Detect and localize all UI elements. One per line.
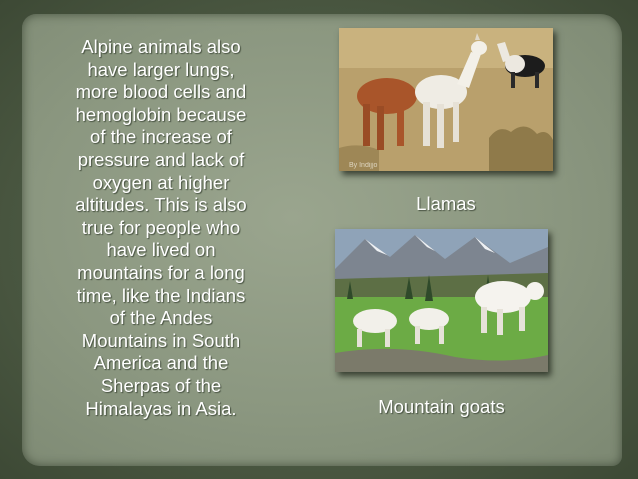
- llama-watermark: By Indijjo: [349, 162, 378, 169]
- mountain-goat-caption: Mountain goats: [378, 396, 505, 417]
- llama-photo: [339, 28, 553, 171]
- mountain-goat-photo: [335, 229, 548, 372]
- llama-caption: Llamas: [416, 193, 476, 214]
- body-text: Alpine animals also have larger lungs, more blood cells and hemoglobin because of the increase of pressure and lack of oxygen at higher altitudes. This is also true for people who have lived on mountains for a long time, like the Indians of the Andes Mountains in South America and the Sherpas of the Himalayas in Asia.: [75, 36, 247, 419]
